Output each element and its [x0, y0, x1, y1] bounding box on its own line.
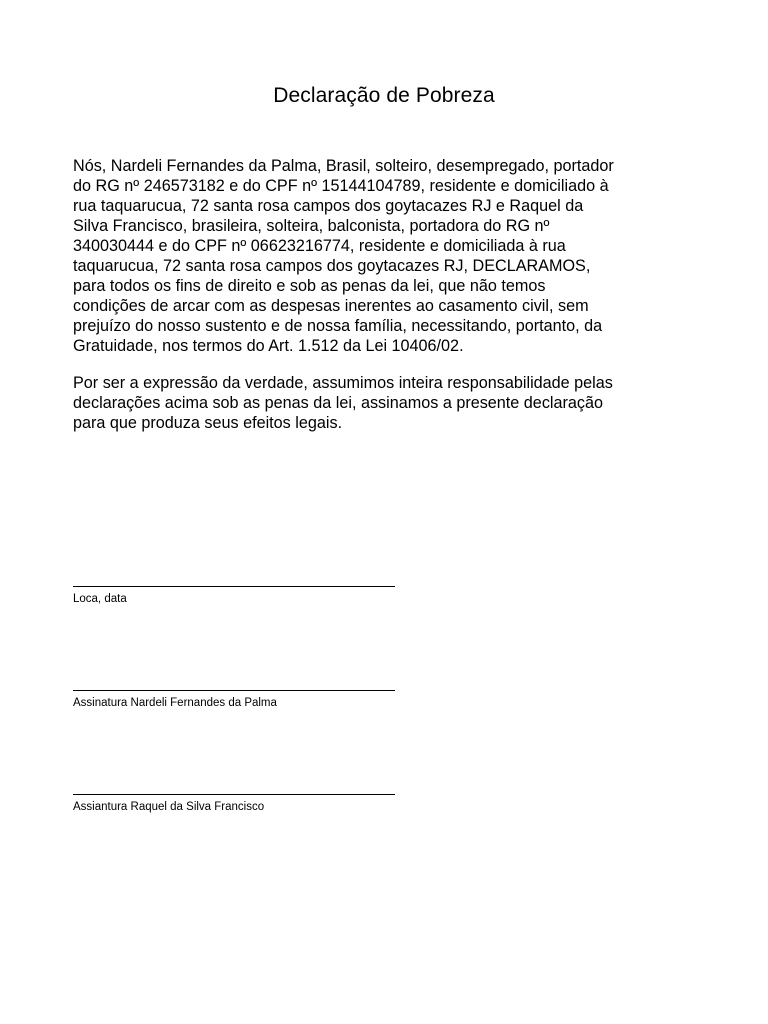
- paragraph-line: Silva Francisco, brasileira, solteira, balconista, portadora do RG nº: [73, 217, 550, 235]
- signature-label: Assiantura Raquel da Silva Francisco: [73, 801, 265, 813]
- place-date-label: Loca, data: [73, 593, 127, 605]
- paragraph-line: condições de arcar com as despesas inerentes ao casamento civil, sem: [73, 297, 589, 315]
- signature-block-raquel: [73, 794, 395, 814]
- paragraph-line: rua taquarucua, 72 santa rosa campos dos goytacazes RJ e Raquel da: [73, 197, 584, 215]
- signature-line: [73, 690, 395, 691]
- signature-label: Assinatura Nardeli Fernandes da Palma: [73, 697, 277, 709]
- signature-block-nardeli: [73, 690, 395, 710]
- document-title: Declaração de Pobreza: [273, 84, 495, 107]
- declaration-paragraph: [73, 156, 693, 356]
- paragraph-line: taquarucua, 72 santa rosa campos dos goytacazes RJ, DECLARAMOS,: [73, 257, 591, 275]
- paragraph-line: 340030444 e do CPF nº 06623216774, residente e domiciliada à rua: [73, 237, 566, 255]
- place-date-block: [73, 586, 395, 606]
- signature-line: [73, 794, 395, 795]
- paragraph-line: declarações acima sob as penas da lei, assinamos a presente declaração: [73, 394, 603, 412]
- paragraph-line: do RG nº 246573182 e do CPF nº 15144104789, residente e domiciliado à: [73, 177, 609, 195]
- paragraph-line: para que produza seus efeitos legais.: [73, 414, 343, 432]
- responsibility-paragraph: [73, 373, 693, 433]
- paragraph-line: Por ser a expressão da verdade, assumimos inteira responsabilidade pelas: [73, 374, 613, 392]
- paragraph-line: Gratuidade, nos termos do Art. 1.512 da Lei 10406/02.: [73, 337, 464, 355]
- paragraph-line: prejuízo do nosso sustento e de nossa família, necessitando, portanto, da: [73, 317, 603, 335]
- place-date-line: [73, 586, 395, 587]
- paragraph-line: Nós, Nardeli Fernandes da Palma, Brasil, solteiro, desempregado, portador: [73, 157, 614, 175]
- paragraph-line: para todos os fins de direito e sob as penas da lei, que não temos: [73, 277, 546, 295]
